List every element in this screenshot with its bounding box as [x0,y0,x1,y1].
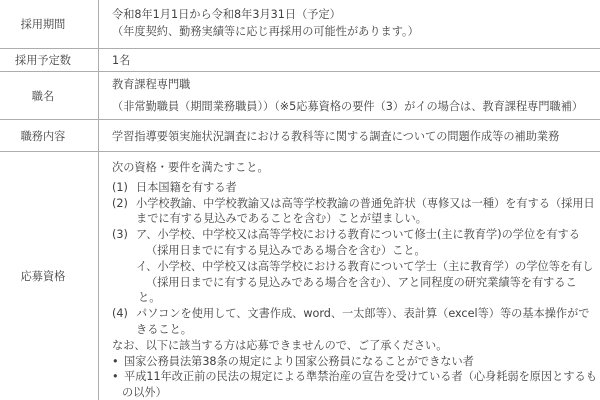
row-header-label: 採用予定数 [15,54,71,67]
row-content-recruitment-period [99,0,600,48]
table-row-recruitment-period [0,0,600,48]
text-line: 国家公務員法第38条の規定により国家公務員になることができない者 [124,354,474,368]
text-line: （年度契約、勤務実績等に応じ再採用の可能性があります。） [112,25,419,38]
row-header-label: 応募資格 [20,270,66,283]
row-content-job-description [99,120,600,151]
text-line: 日本国籍を有する者 [136,180,237,194]
text-line: きること。 [136,322,192,336]
text-line: （採用日までに有する見込みである場合を含む）、アと同程度の研究業績等を有するこ [146,275,577,289]
qualification-item [112,196,598,212]
text-line: （採用日までに有する見込みである場合を含む）こと。 [146,243,426,257]
item-marker: (4) [112,307,128,321]
text-line: （非常勤職員（期間業務職員））（※5応募資格の要件（3）がイの場合は、教育課程専門職補） [112,99,584,113]
text-line: の以外） [122,386,167,400]
row-header-job-title [0,72,99,119]
text-line: 令和8年1月1日から令和8年3月31日（予定） [112,8,341,21]
row-header-label: 職務内容 [20,129,66,143]
text-line: パソコンを使用して、文書作成、word、一太郎等）、表計算（excel等）等の基本操作がで [136,307,590,321]
row-content-qualifications [99,152,600,400]
text-line: と。 [138,291,161,305]
item-marker: (1) [112,180,128,194]
row-header-job-description [0,120,99,151]
row-header-label: 採用期間 [20,18,66,31]
qualification-item [112,227,598,243]
row-content-planned-hires [99,49,600,71]
table-row-job-description [0,119,600,151]
exclusion-item [112,354,598,370]
row-header-recruitment-period [0,0,99,48]
text-line: 平成11年改正前の民法の規定による準禁治産の宣告を受けている者（心身耗弱を原因とするも [124,370,597,384]
text-line: ア、小学校、中学校又は高等学校における教育について修士(主に教育学)の学位を有する [136,228,580,242]
text-line: 1名 [112,54,131,67]
table-row-job-title [0,71,600,119]
qualifications-note: なお、以下に該当する方は応募できませんので、ご了承ください。 [112,338,448,352]
text-line: 教育課程専門職 [112,78,191,91]
qualification-item [112,180,598,196]
bullet-icon: • [112,370,119,384]
text-line: イ、小学校、中学校又は高等学校における教育について学士（主に教育学）の学位等を有し [136,259,594,273]
exclusion-item [112,369,598,385]
bullet-icon: • [112,354,119,368]
table-row-planned-hires [0,48,600,71]
row-content-job-title [99,72,600,119]
text-line: 学習指導要領実施状況調査における教科等に関する調査についての問題作成等の補助業務 [112,129,560,143]
row-header-label: 職名 [31,89,55,103]
row-header-planned-hires [0,49,99,71]
table-row-qualifications [0,151,600,400]
item-marker: (3) [112,228,128,242]
item-marker: (2) [112,196,128,210]
qualifications-intro: 次の資格・要件を満たすこと。 [112,161,269,174]
qualification-item [112,306,598,322]
row-header-qualifications [0,152,99,400]
text-line: までに有する見込みであることを含む）ことが望ましい。 [136,212,427,226]
text-line: 小学校教諭、中学校教諭又は高等学校教諭の普通免許状（専修又は一種）を有する（採用日 [136,196,595,210]
